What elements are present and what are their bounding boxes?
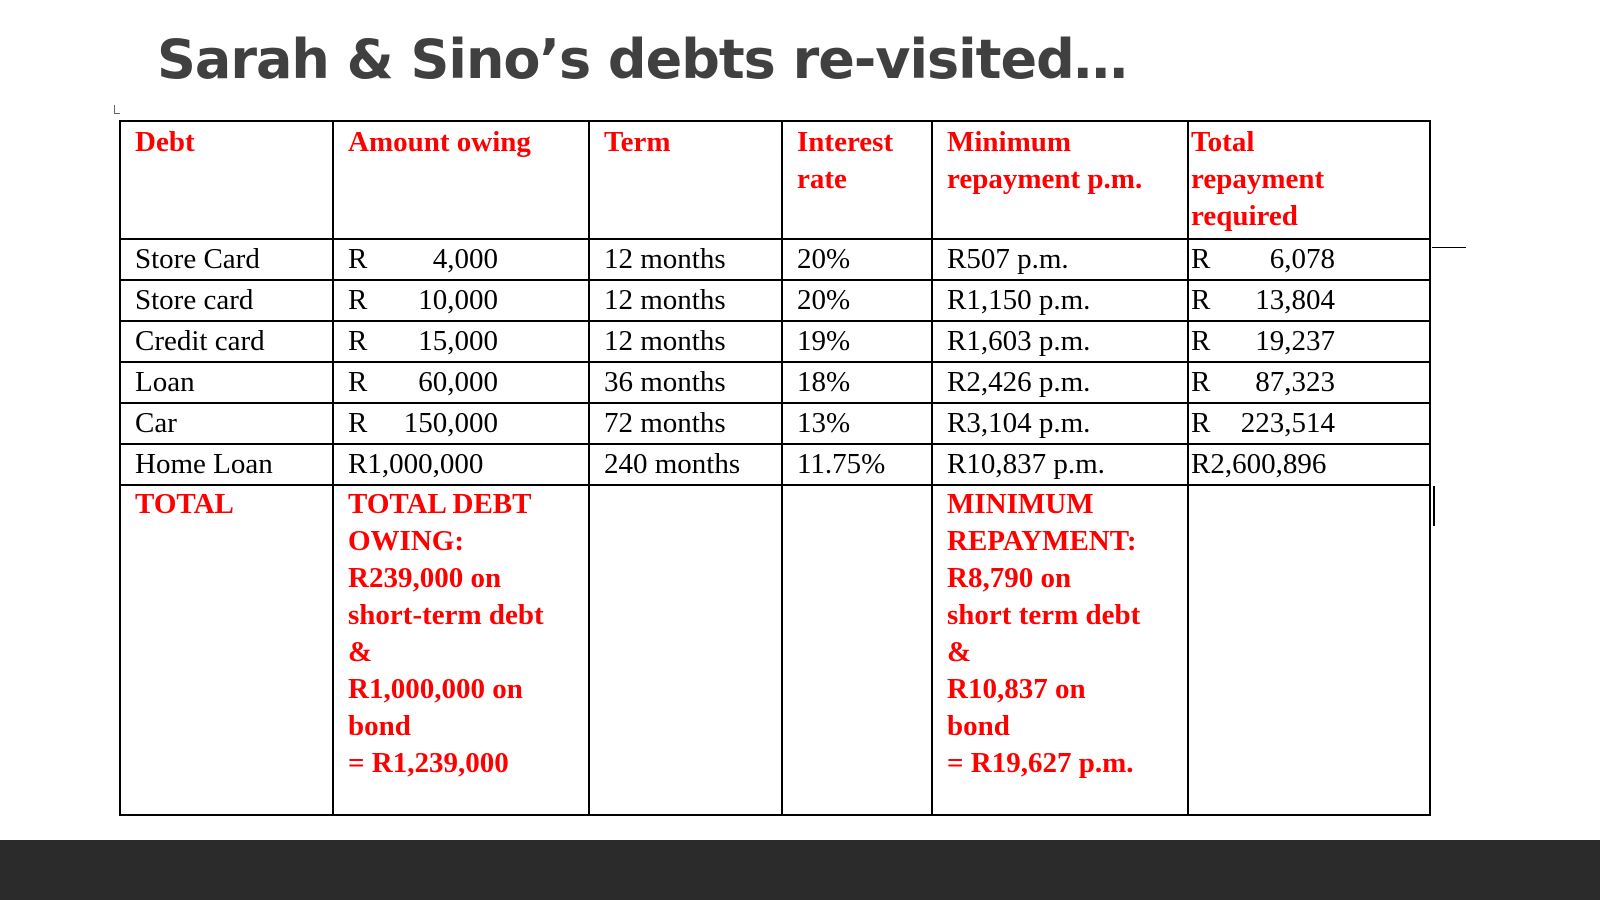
table-row	[120, 444, 1430, 485]
cell-amount: R 60,000	[333, 362, 589, 403]
cell-term: 240 months	[589, 444, 782, 485]
header-debt: Debt	[120, 121, 333, 239]
cell-minimum: R507 p.m.	[932, 239, 1188, 280]
total-term-empty	[589, 485, 782, 815]
cell-total: R 223,514	[1188, 403, 1430, 444]
cell-total: R 87,323	[1188, 362, 1430, 403]
cell-debt: Home Loan	[120, 444, 333, 485]
cell-total: R2,600,896	[1188, 444, 1430, 485]
cell-rate: 20%	[782, 280, 932, 321]
header-interest-rate: Interest rate	[782, 121, 932, 239]
cell-total: R 19,237	[1188, 321, 1430, 362]
cell-rate: 19%	[782, 321, 932, 362]
total-repayment-empty	[1188, 485, 1430, 815]
cell-term: 12 months	[589, 321, 782, 362]
total-rate-empty	[782, 485, 932, 815]
table-row	[120, 403, 1430, 444]
header-amount-owing: Amount owing	[333, 121, 589, 239]
cell-rate: 20%	[782, 239, 932, 280]
cell-amount: R 15,000	[333, 321, 589, 362]
cell-term: 72 months	[589, 403, 782, 444]
table-row	[120, 321, 1430, 362]
debt-table	[119, 120, 1431, 816]
header-minimum-repayment: Minimum repayment p.m.	[932, 121, 1188, 239]
header-term: Term	[589, 121, 782, 239]
cell-total: R 13,804	[1188, 280, 1430, 321]
cell-amount: R 10,000	[333, 280, 589, 321]
cell-debt: Credit card	[120, 321, 333, 362]
total-minimum-repayment: MINIMUM REPAYMENT: R8,790 on short term debt & R10,837 on bond = R19,627 p.m.	[932, 485, 1188, 815]
cell-minimum: R10,837 p.m.	[932, 444, 1188, 485]
cell-term: 36 months	[589, 362, 782, 403]
header-row	[120, 121, 1430, 239]
slide-title: Sarah & Sino’s debts re-visited…	[157, 28, 1127, 91]
cell-term: 12 months	[589, 280, 782, 321]
cell-minimum: R1,150 p.m.	[932, 280, 1188, 321]
side-dash	[1432, 247, 1466, 248]
footer-bar	[0, 840, 1600, 900]
cell-amount: R1,000,000	[333, 444, 589, 485]
side-tick	[1433, 486, 1435, 526]
table-row	[120, 239, 1430, 280]
cell-minimum: R3,104 p.m.	[932, 403, 1188, 444]
cell-total: R 6,078	[1188, 239, 1430, 280]
cell-rate: 13%	[782, 403, 932, 444]
cell-debt: Car	[120, 403, 333, 444]
total-label: TOTAL	[120, 485, 333, 815]
cell-minimum: R1,603 p.m.	[932, 321, 1188, 362]
cell-term: 12 months	[589, 239, 782, 280]
cell-minimum: R2,426 p.m.	[932, 362, 1188, 403]
corner-mark	[114, 105, 120, 114]
cell-amount: R 150,000	[333, 403, 589, 444]
table-row	[120, 362, 1430, 403]
cell-rate: 11.75%	[782, 444, 932, 485]
cell-debt: Store card	[120, 280, 333, 321]
total-debt-owing: TOTAL DEBT OWING: R239,000 on short-term debt & R1,000,000 on bond = R1,239,000	[333, 485, 589, 815]
total-row	[120, 485, 1430, 815]
table-row	[120, 280, 1430, 321]
cell-amount: R 4,000	[333, 239, 589, 280]
cell-debt: Loan	[120, 362, 333, 403]
cell-rate: 18%	[782, 362, 932, 403]
header-total-repayment: Total repayment required	[1188, 121, 1430, 239]
cell-debt: Store Card	[120, 239, 333, 280]
